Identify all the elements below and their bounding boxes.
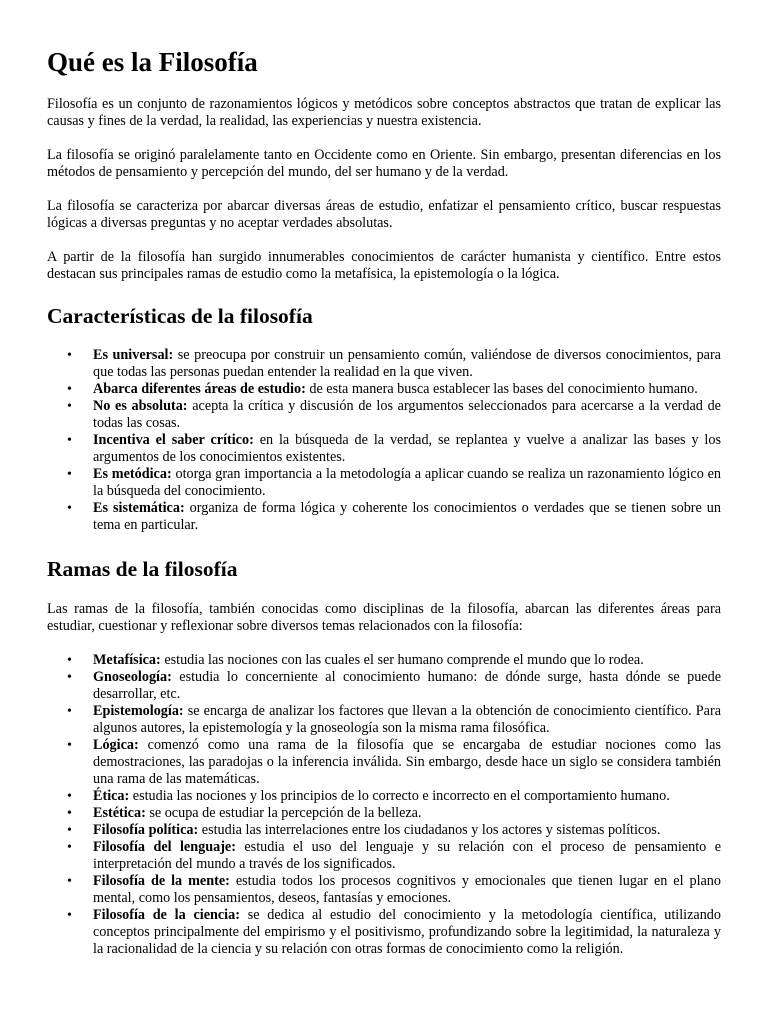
list-item — [47, 347, 721, 381]
ramas-intro-paragraph: Las ramas de la filosofía, también conocidas como disciplinas de la filosofía, abarcan las diferentes áreas para estudiar, cuestionar y reflexionar sobre diversos temas relacionados con la filosofía: — [47, 601, 721, 634]
list-item — [47, 805, 721, 822]
list-item-term: Abarca diferentes áreas de estudio: — [93, 381, 306, 397]
list-item — [47, 500, 721, 534]
list-item-term: Gnoseología: — [93, 669, 172, 685]
list-item — [47, 788, 721, 805]
list-item-term: Metafísica: — [93, 652, 161, 668]
list-item-term: Filosofía política: — [93, 822, 199, 838]
intro-paragraph-1: Filosofía es un conjunto de razonamientos lógicos y metódicos sobre conceptos abstractos que tratan de explicar las causas y fines de la verdad, la realidad, las experiencias y nuestra existencia. — [47, 96, 721, 129]
list-item — [47, 669, 721, 703]
list-item-text: se encarga de analizar los factores que llevan a la obtención de conocimiento científico. Para algunos autores, la epistemología y la gnoseología son la misma rama filosófica. — [93, 703, 721, 736]
list-item-text: estudia lo concerniente al conocimiento humano: de dónde surge, hasta dónde se puede desarrollar, etc. — [93, 669, 721, 702]
list-item-text: estudia el uso del lenguaje y su relación con el proceso de pensamiento e interpretación del mundo a través de los significados. — [93, 839, 721, 872]
list-item-term: Incentiva el saber crítico: — [93, 432, 254, 448]
list-item-term: Filosofía de la ciencia: — [93, 907, 240, 923]
intro-paragraph-4: A partir de la filosofía han surgido innumerables conocimientos de carácter humanista y científico. Entre estos destacan sus principales ramas de estudio como la metafísica, la epistemología o la lógica. — [47, 249, 721, 282]
list-item-text: estudia las nociones con las cuales el ser humano comprende el mundo que lo rodea. — [160, 652, 644, 668]
list-item-text: de esta manera busca establecer las bases del conocimiento humano. — [305, 381, 698, 397]
list-item-term: Filosofía del lenguaje: — [93, 839, 236, 855]
list-item — [47, 703, 721, 737]
list-item — [47, 398, 721, 432]
section-heading-ramas: Ramas de la filosofía — [47, 557, 238, 581]
caracteristicas-list — [47, 347, 721, 534]
list-item — [47, 652, 721, 669]
list-item-term: No es absoluta: — [93, 398, 188, 414]
list-item-term: Filosofía de la mente: — [93, 873, 230, 889]
list-item — [47, 839, 721, 873]
list-item-text: se ocupa de estudiar la percepción de la belleza. — [145, 805, 422, 821]
list-item — [47, 466, 721, 500]
intro-paragraph-2: La filosofía se originó paralelamente tanto en Occidente como en Oriente. Sin embargo, presentan diferencias en los métodos de pensamiento y percepción del mundo, del ser humano y de la verdad. — [47, 147, 721, 180]
list-item-term: Es metódica: — [93, 466, 172, 482]
list-item-text: acepta la crítica y discusión de los argumentos seleccionados para acercarse a la verdad de todas las cosas. — [93, 398, 721, 431]
list-item-text: se preocupa por construir un pensamiento común, valiéndose de diversos conocimientos, para que todas las personas puedan entender la realidad en la que viven. — [93, 347, 721, 380]
list-item — [47, 381, 721, 398]
list-item-text: organiza de forma lógica y coherente los conocimientos o verdades que se tienen sobre un tema en particular. — [93, 500, 721, 533]
list-item-text: comenzó como una rama de la filosofía que se encargaba de estudiar nociones como las demostraciones, las paradojas o la inferencia inválida. Sin embargo, desde hace un siglo se considera también una rama de las matemáticas. — [93, 737, 721, 787]
list-item-text: estudia todos los procesos cognitivos y emocionales que tienen lugar en el plano mental, como los pensamientos, deseos, fantasías y emociones. — [93, 873, 721, 906]
list-item — [47, 822, 721, 839]
list-item-term: Estética: — [93, 805, 146, 821]
list-item — [47, 737, 721, 788]
list-item-term: Es sistemática: — [93, 500, 185, 516]
intro-paragraph-3: La filosofía se caracteriza por abarcar diversas áreas de estudio, enfatizar el pensamiento crítico, buscar respuestas lógicas a diversas preguntas y no aceptar verdades absolutas. — [47, 198, 721, 231]
list-item-term: Epistemología: — [93, 703, 184, 719]
list-item-text: se dedica al estudio del conocimiento y la metodología científica, utilizando conceptos principalmente del empirismo y el positivismo, profundizando sobre la legitimidad, la naturaleza y la racionalidad de la ciencia y su relación con otras formas de conocimiento como la religión. — [93, 907, 721, 957]
page-title: Qué es la Filosofía — [47, 47, 258, 77]
section-heading-caracteristicas: Características de la filosofía — [47, 304, 313, 328]
list-item — [47, 873, 721, 907]
list-item-text: estudia las interrelaciones entre los ciudadanos y los actores y sistemas políticos. — [198, 822, 661, 838]
list-item-term: Es universal: — [93, 347, 174, 363]
list-item-text: otorga gran importancia a la metodología a aplicar cuando se realiza un razonamiento lógico en la búsqueda del conocimiento. — [93, 466, 721, 499]
list-item — [47, 432, 721, 466]
list-item-text: estudia las nociones y los principios de lo correcto e incorrecto en el comportamiento humano. — [129, 788, 670, 804]
ramas-list — [47, 652, 721, 958]
list-item-term: Lógica: — [93, 737, 139, 753]
list-item-text: en la búsqueda de la verdad, se replantea y vuelve a analizar las bases y los argumentos de los conocimientos existentes. — [93, 432, 721, 465]
list-item-term: Ética: — [93, 788, 130, 804]
list-item — [47, 907, 721, 958]
